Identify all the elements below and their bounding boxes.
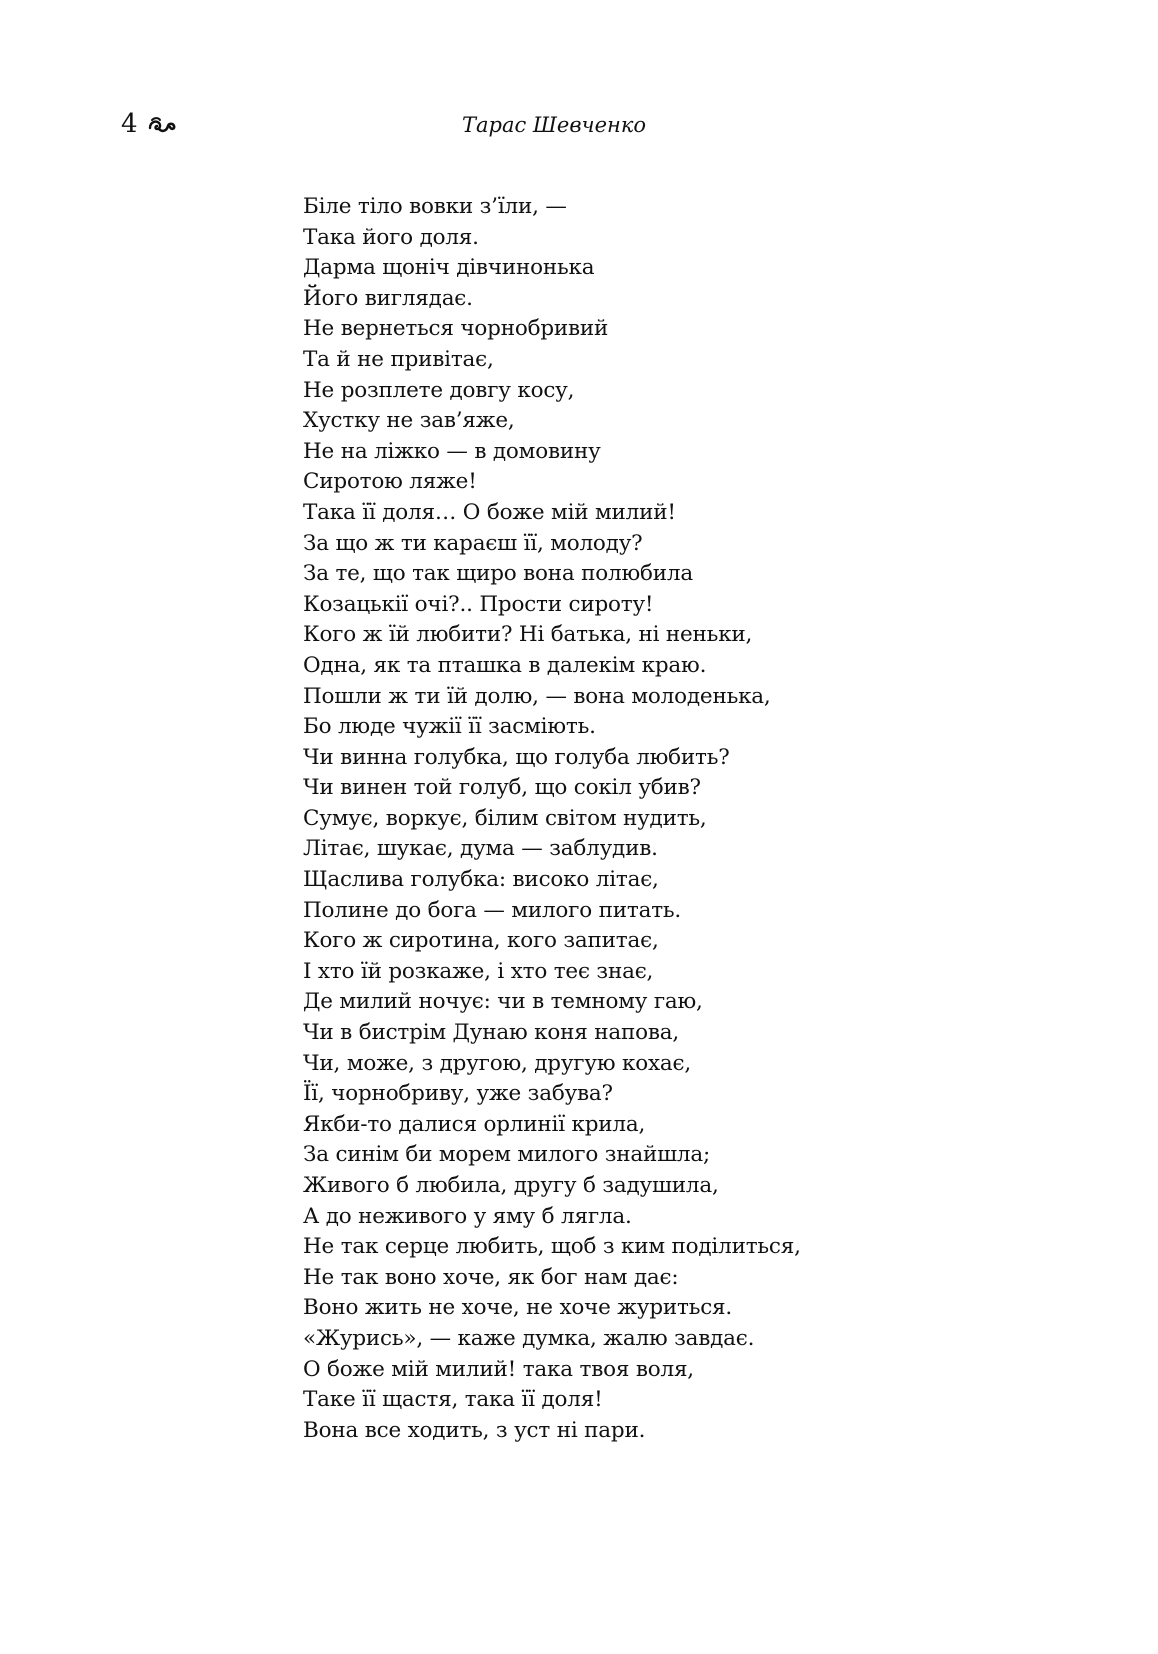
poem-line: Його виглядає. bbox=[303, 285, 473, 311]
poem-line: Не так серце любить, щоб з ким поділиться, bbox=[303, 1234, 801, 1260]
poem-line: Чи винен той голуб, що сокіл убив? bbox=[303, 775, 701, 801]
poem-line: Дарма щоніч дівчинонька bbox=[303, 255, 595, 281]
poem-line: Біле тіло вовки з’їли, — bbox=[303, 194, 567, 219]
poem-line: За синім би морем милого знайшла; bbox=[303, 1142, 711, 1168]
poem-line: Вона все ходить, з уст ні пари. bbox=[303, 1417, 646, 1443]
poem-line: Не розплете довгу косу, bbox=[303, 377, 575, 403]
poem-line: Така його доля. bbox=[303, 224, 479, 250]
poem-line: Та й не привітає, bbox=[303, 346, 494, 372]
poem-line: Бо люде чужії її засміють. bbox=[303, 714, 596, 740]
poem-line: Сумує, воркує, білим світом нудить, bbox=[303, 805, 707, 831]
poem-line: Пошли ж ти їй долю, — вона молоденька, bbox=[303, 683, 771, 709]
poem-line: За те, що так щиро вона полюбила bbox=[303, 561, 693, 587]
poem-text bbox=[303, 192, 801, 1446]
page-header bbox=[0, 106, 1158, 146]
poem-line: І хто їй розкаже, і хто теє знає, bbox=[303, 958, 654, 984]
poem-line: Якби-то далися орлинії крила, bbox=[303, 1111, 646, 1137]
poem-line: Сиротою ляже! bbox=[303, 469, 477, 495]
poem-line: Чи винна голубка, що голуба любить? bbox=[303, 744, 730, 770]
poem-line: Кого ж їй любити? Ні батька, ні неньки, bbox=[303, 622, 753, 648]
poem-line: Чи в бистрім Дунаю коня напова, bbox=[303, 1020, 680, 1046]
poem-line: За що ж ти караєш її, молоду? bbox=[303, 530, 643, 556]
poem-line: Не на ліжко — в домовину bbox=[303, 438, 601, 464]
poem-line: Літає, шукає, дума — заблудив. bbox=[303, 836, 658, 862]
poem-line: Кого ж сиротина, кого запитає, bbox=[303, 928, 659, 954]
poem-line: Щаслива голубка: високо літає, bbox=[303, 867, 659, 893]
poem-line: Не вернеться чорнобривий bbox=[303, 316, 609, 342]
poem-line: Її, чорнобриву, уже забува? bbox=[303, 1081, 613, 1107]
poem-line: Де милий ночує: чи в темному гаю, bbox=[303, 989, 703, 1015]
poem-line: А до неживого у яму б лягла. bbox=[303, 1203, 632, 1229]
page-number: 4 bbox=[121, 109, 138, 139]
poem-line: Козацькії очі?.. Прости сироту! bbox=[303, 591, 654, 617]
poem-line: Не так воно хоче, як бог нам дає: bbox=[303, 1264, 679, 1290]
running-title: Тарас Шевченко bbox=[462, 113, 647, 137]
poem-line: Така її доля… О боже мій милий! bbox=[303, 499, 676, 525]
fleuron-ornament-icon bbox=[146, 114, 178, 136]
poem-line: Чи, може, з другою, другую кохає, bbox=[303, 1050, 691, 1076]
poem-line: Хустку не зав’яже, bbox=[303, 408, 515, 434]
poem-line: «Журись», — каже думка, жалю завдає. bbox=[303, 1325, 755, 1351]
poem-line: Таке її щастя, така її доля! bbox=[303, 1387, 603, 1413]
poem-line: Полине до бога — милого питать. bbox=[303, 897, 682, 923]
poem-line: Воно жить не хоче, не хоче журиться. bbox=[303, 1295, 733, 1321]
poem-line: Одна, як та пташка в далекім краю. bbox=[303, 652, 707, 678]
poem-line: Живого б любила, другу б задушила, bbox=[303, 1173, 719, 1198]
poem-line: О боже мій милий! така твоя воля, bbox=[303, 1356, 694, 1382]
